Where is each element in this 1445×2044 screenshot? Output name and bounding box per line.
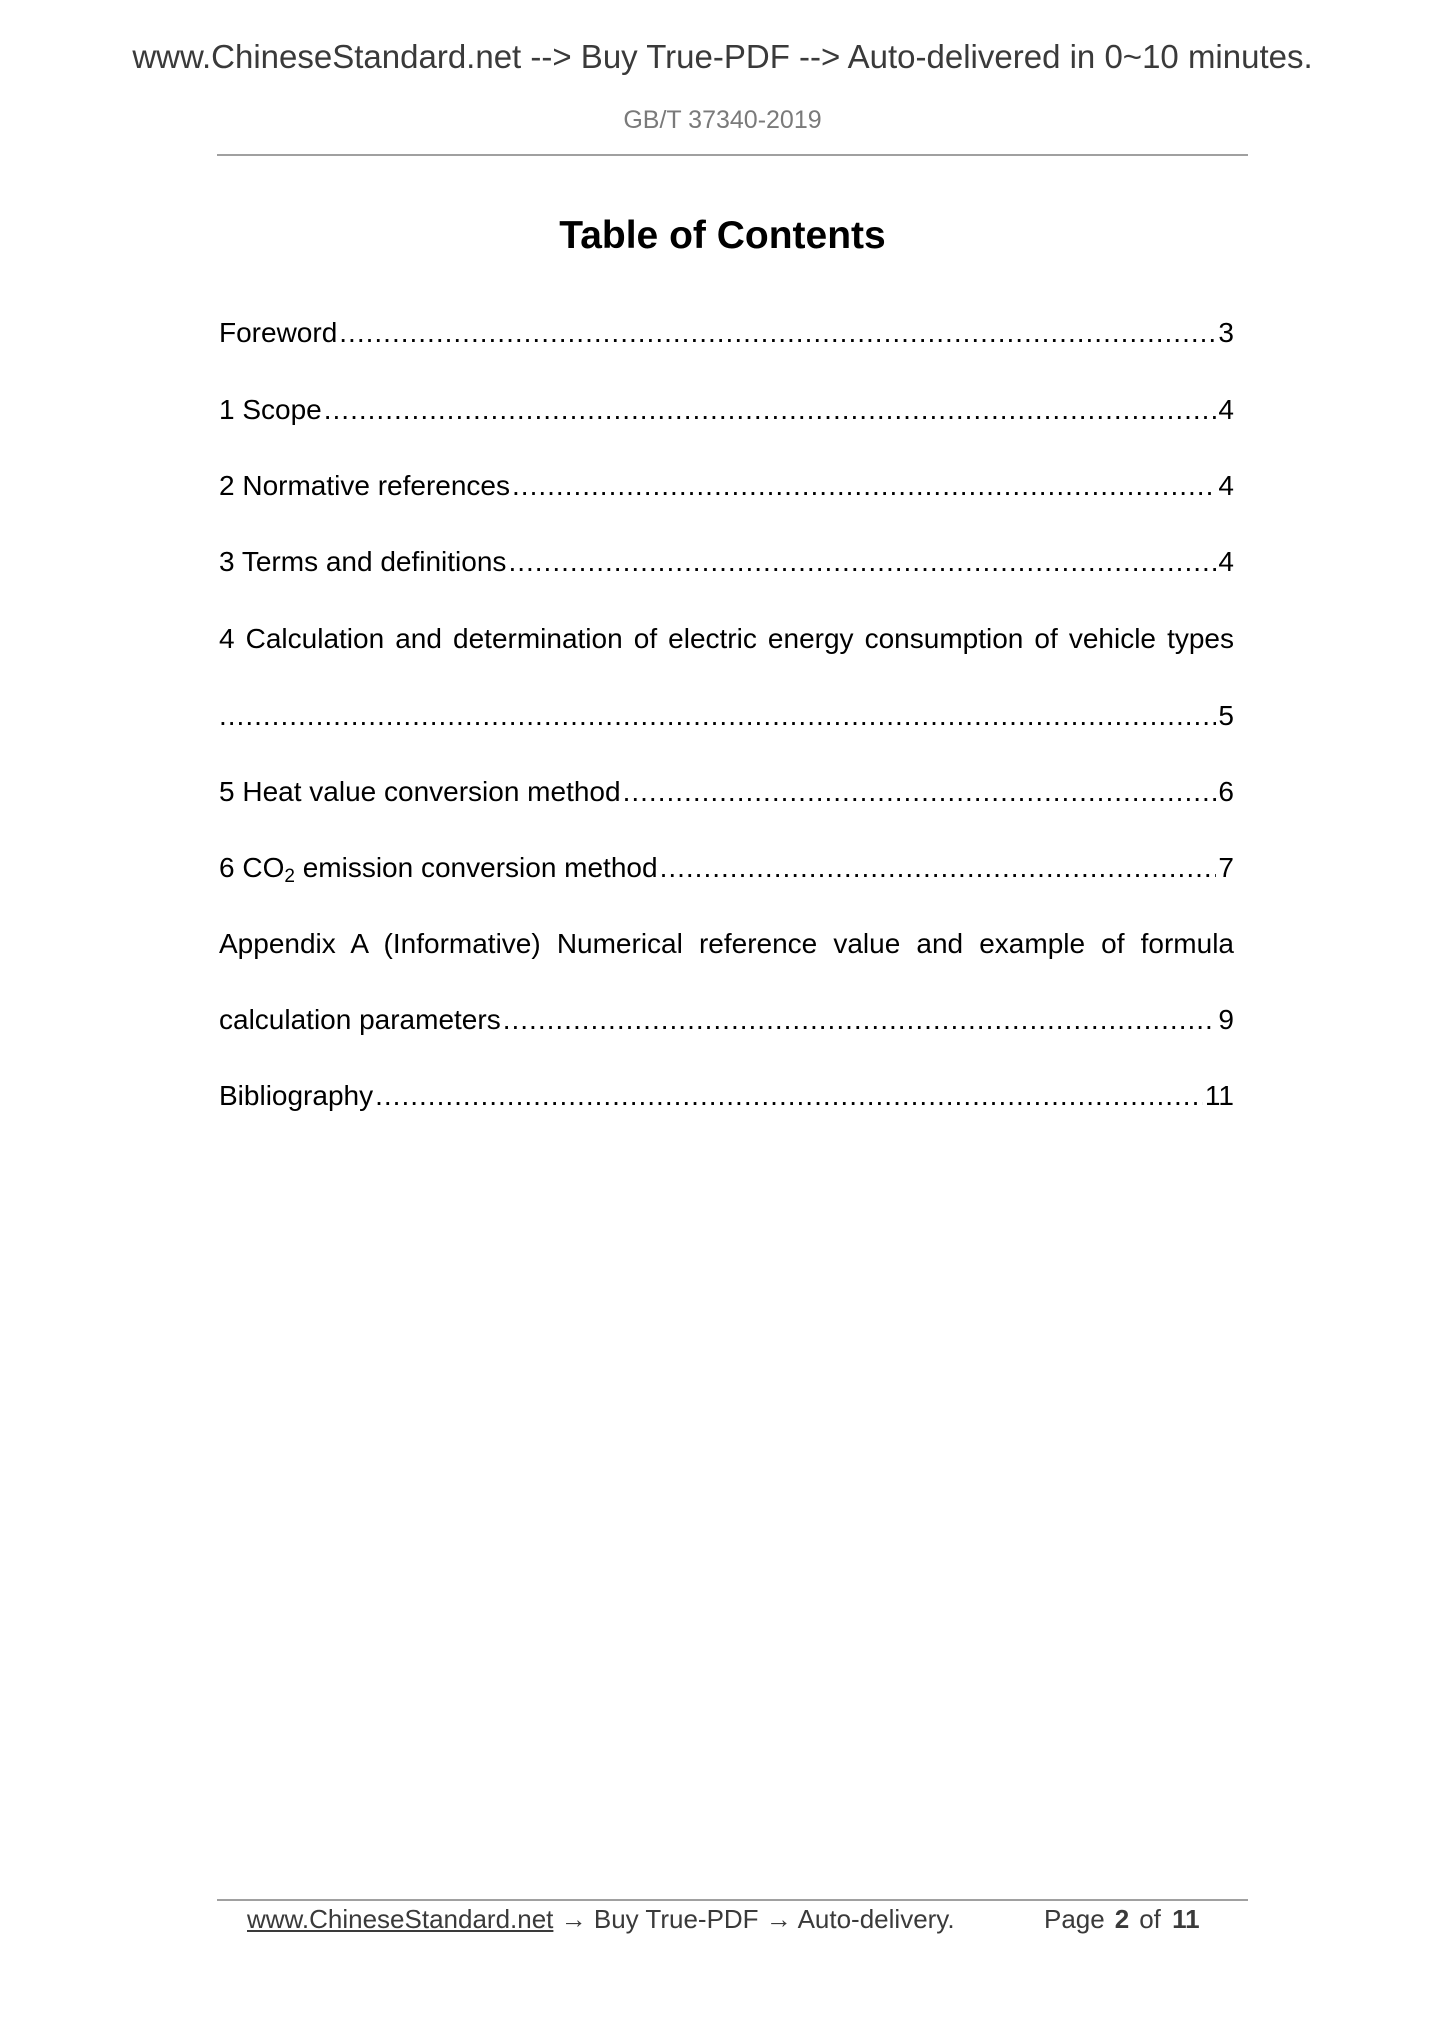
toc-entry-bibliography[interactable] bbox=[219, 1079, 1234, 1113]
toc-label: Appendix A (Informative) Numerical reference value and example of formula bbox=[219, 928, 1234, 959]
document-code: GB/T 37340-2019 bbox=[623, 106, 822, 134]
dot-leader bbox=[623, 775, 1217, 809]
toc-label bbox=[219, 851, 658, 885]
toc-page: 3 bbox=[1218, 317, 1234, 348]
toc-label: 1 Scope bbox=[219, 394, 322, 425]
dot-leader bbox=[339, 316, 1216, 350]
toc-entry-scope[interactable] bbox=[219, 393, 1234, 427]
footer-tagline: → Buy True-PDF → Auto-delivery. bbox=[553, 1904, 955, 1934]
page-word: Page bbox=[1044, 1904, 1105, 1934]
of-word: of bbox=[1139, 1904, 1161, 1934]
toc-label: 4 Calculation and determination of electric energy consumption of vehicle types bbox=[219, 623, 1234, 654]
toc-entry-foreword[interactable] bbox=[219, 316, 1234, 350]
total-pages: 11 bbox=[1172, 1904, 1200, 1934]
toc-page: 5 bbox=[1218, 700, 1234, 731]
toc-entry-co2-emission[interactable] bbox=[219, 851, 1234, 885]
header-divider bbox=[217, 154, 1248, 156]
toc-page: 6 bbox=[1218, 776, 1234, 807]
toc-entry-normative-references[interactable] bbox=[219, 469, 1234, 503]
toc-entry-heat-value[interactable] bbox=[219, 775, 1234, 809]
dot-leader bbox=[219, 699, 1216, 733]
toc-label-part: emission conversion method bbox=[294, 852, 658, 883]
page-indicator bbox=[1044, 1904, 1200, 1935]
toc-label: 2 Normative references bbox=[219, 470, 511, 501]
current-page: 2 bbox=[1114, 1904, 1130, 1934]
toc-label: 5 Heat value conversion method bbox=[219, 776, 621, 807]
toc-entry-appendix-a-line1[interactable] bbox=[219, 927, 1234, 961]
subscript: 2 bbox=[284, 866, 295, 887]
toc-page: 7 bbox=[1218, 852, 1234, 883]
dot-leader bbox=[660, 851, 1217, 885]
toc-page: 4 bbox=[1218, 470, 1234, 501]
toc-page: 4 bbox=[1218, 546, 1234, 577]
toc-page: 9 bbox=[1218, 1004, 1234, 1035]
top-banner: www.ChineseStandard.net --> Buy True-PDF --> Auto-delivered in 0~10 minutes. bbox=[132, 38, 1313, 75]
toc-label: 3 Terms and definitions bbox=[219, 546, 507, 577]
toc-label: Foreword bbox=[219, 317, 338, 348]
page-title: Table of Contents bbox=[559, 214, 886, 257]
toc-entry-terms-definitions[interactable] bbox=[219, 545, 1234, 579]
toc-page: 4 bbox=[1218, 394, 1234, 425]
toc-label: Bibliography bbox=[219, 1080, 374, 1111]
toc-entry-calculation-line1[interactable] bbox=[219, 622, 1234, 656]
toc-entry-appendix-a-line2[interactable] bbox=[219, 1003, 1234, 1037]
toc-label: calculation parameters bbox=[219, 1004, 501, 1035]
footer-divider bbox=[217, 1899, 1248, 1901]
footer-link[interactable]: www.ChineseStandard.net bbox=[247, 1904, 554, 1934]
footer-text bbox=[247, 1904, 955, 1935]
toc-page: 11 bbox=[1204, 1080, 1234, 1111]
toc-label-part: 6 CO bbox=[219, 852, 285, 883]
dot-leader bbox=[375, 1079, 1203, 1113]
dot-leader bbox=[508, 545, 1216, 579]
dot-leader bbox=[503, 1003, 1217, 1037]
dot-leader bbox=[512, 469, 1216, 503]
toc-entry-calculation-line2[interactable] bbox=[219, 699, 1234, 733]
dot-leader bbox=[324, 393, 1217, 427]
